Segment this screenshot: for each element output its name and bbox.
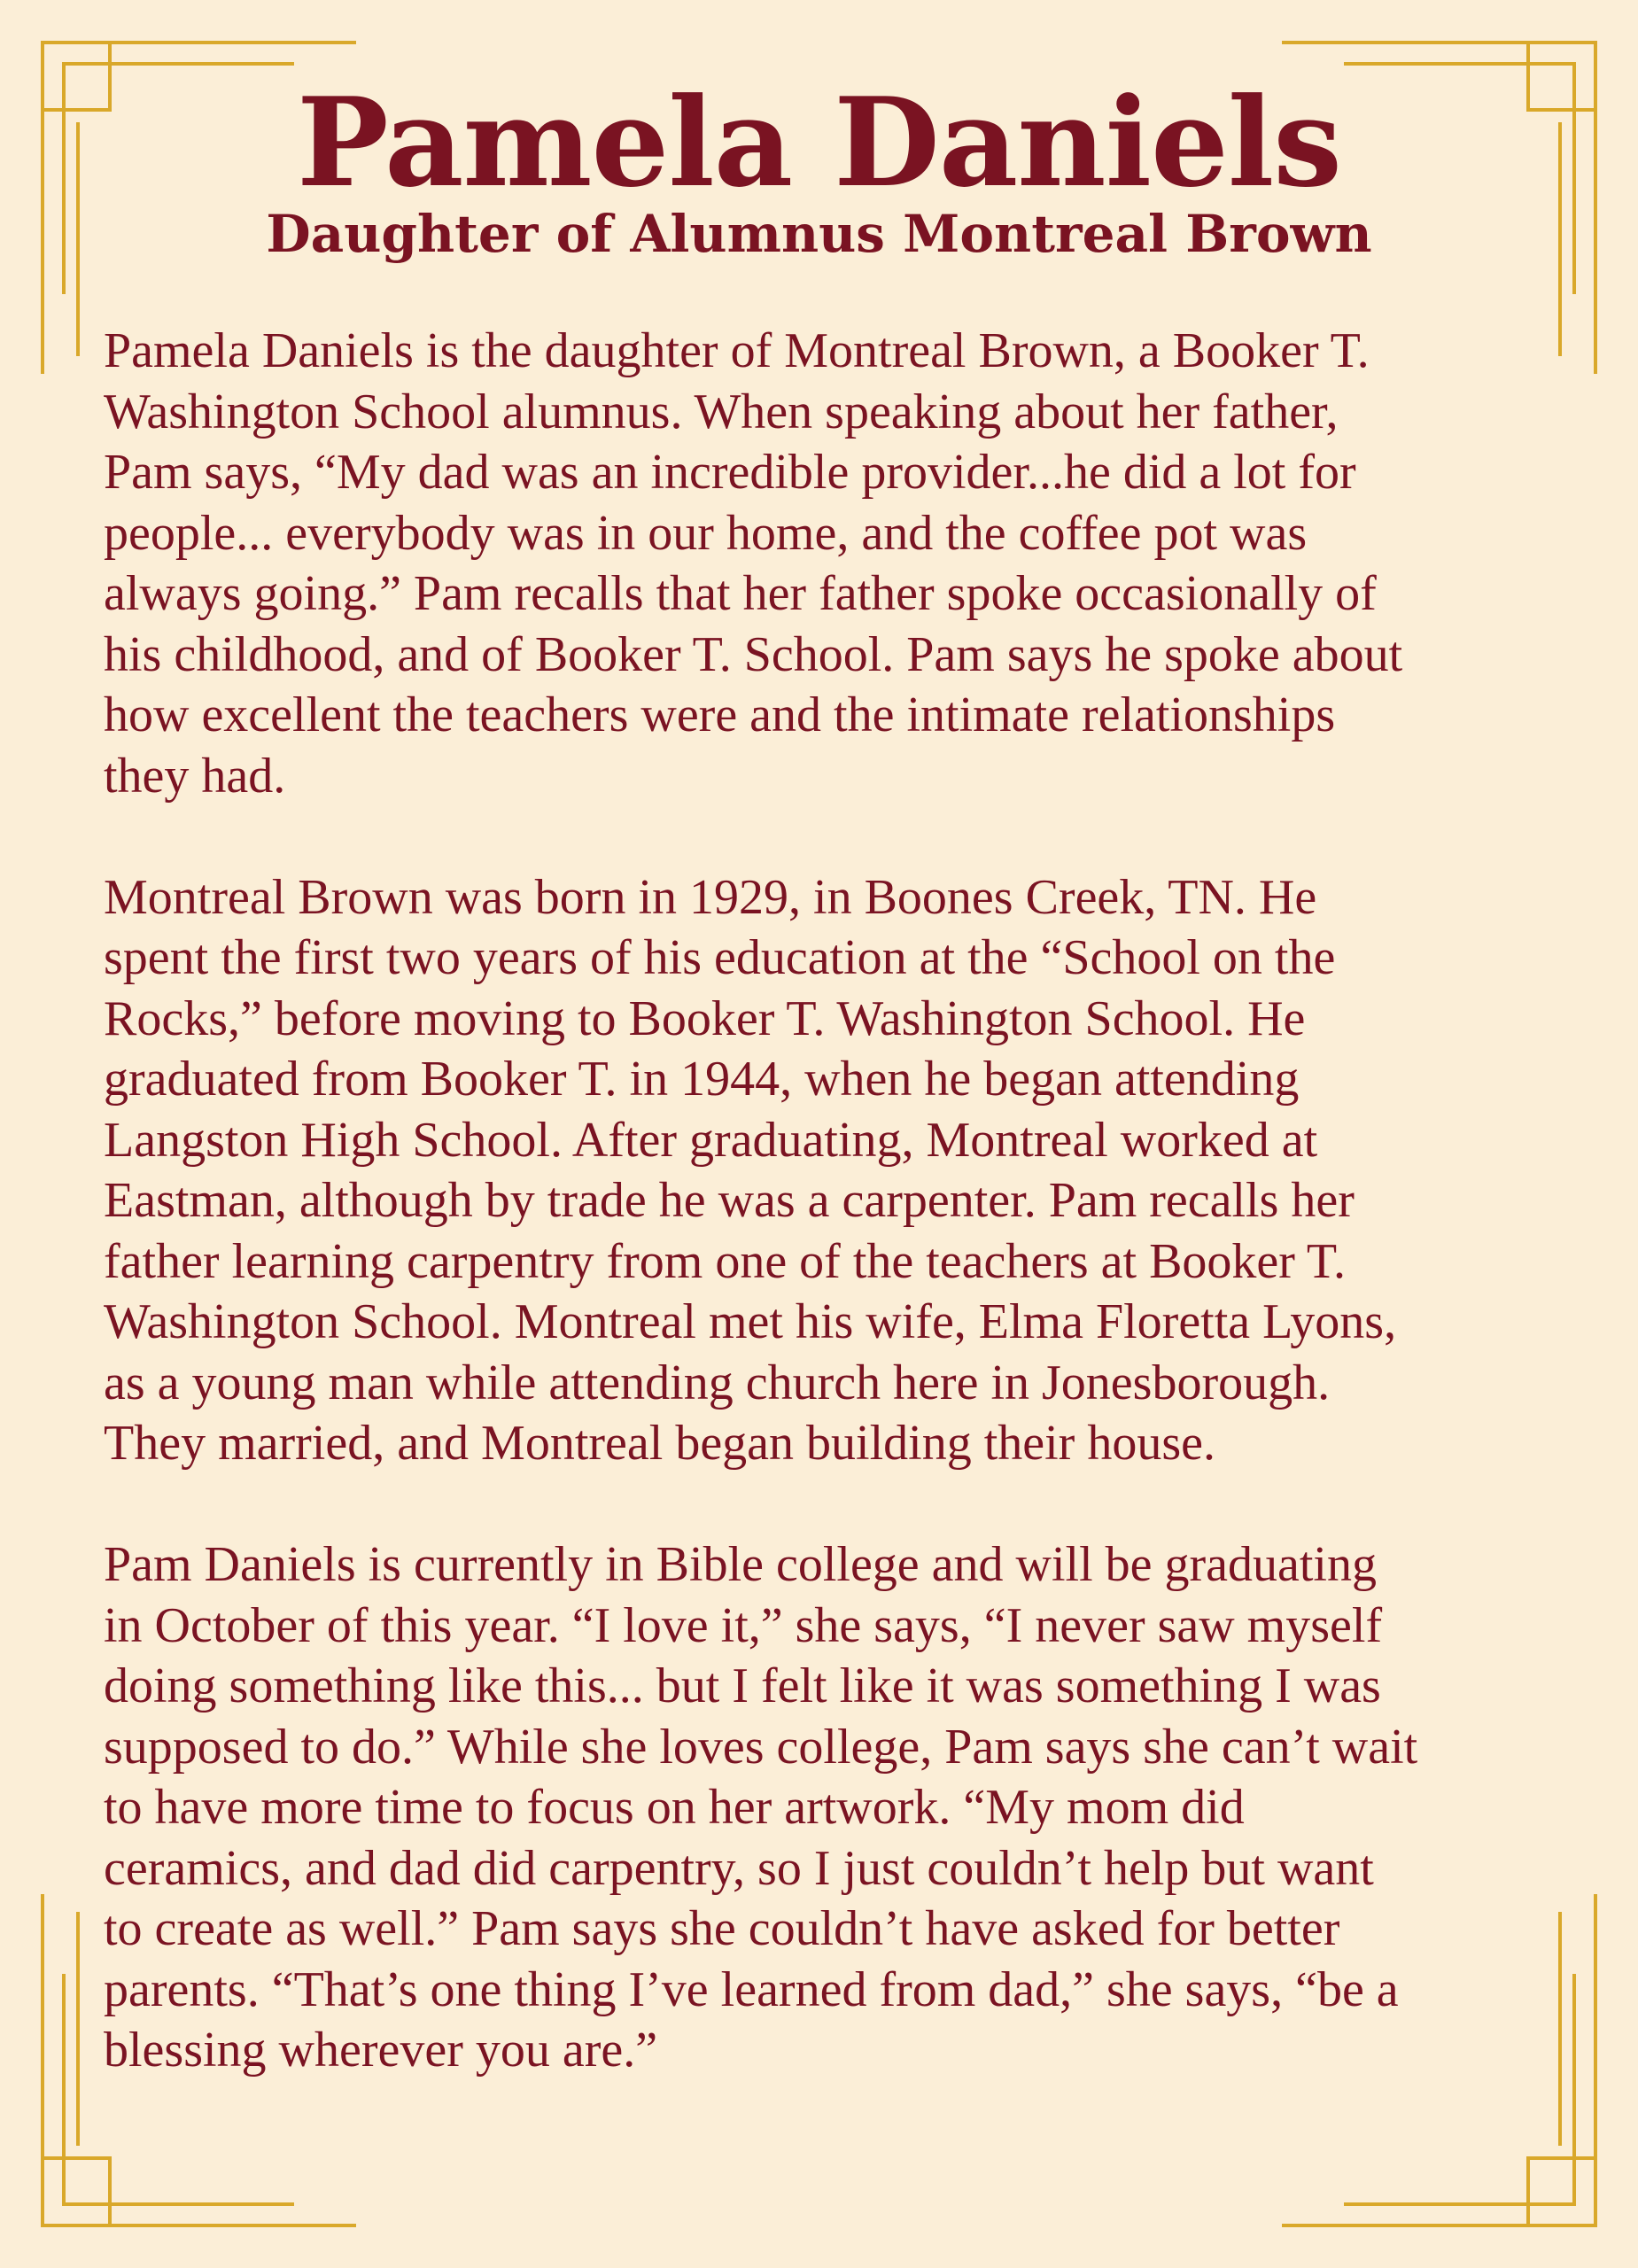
- text-line: Pam Daniels is currently in Bible college and will be graduating: [104, 1537, 1377, 1592]
- text-line: his childhood, and of Booker T. School. Pam says he spoke about: [104, 626, 1403, 682]
- page-title: Pamela Daniels: [297, 70, 1341, 214]
- text-line: Pam says, “My dad was an incredible provider...he did a lot for: [104, 445, 1356, 500]
- text-line: ceramics, and dad did carpentry, so I just couldn’t help but want: [104, 1840, 1374, 1896]
- text-line: people... everybody was in our home, and the coffee pot was: [104, 505, 1308, 561]
- text-line: spent the first two years of his education at the “School on the: [104, 930, 1336, 985]
- text-line: Washington School. Montreal met his wife, Elma Floretta Lyons,: [104, 1294, 1397, 1349]
- paragraph-3: [104, 1534, 1556, 2081]
- text-line: to create as well.” Pam says she couldn’t have asked for better: [104, 1901, 1340, 1956]
- text-line: Pamela Daniels is the daughter of Montreal Brown, a Booker T.: [104, 323, 1370, 378]
- text-line: doing something like this... but I felt like it was something I was: [104, 1658, 1381, 1713]
- text-line: Washington School alumnus. When speaking about her father,: [104, 384, 1339, 439]
- text-line: Eastman, although by trade he was a carpenter. Pam recalls her: [104, 1173, 1355, 1228]
- text-line: to have more time to focus on her artwork. “My mom did: [104, 1780, 1245, 1835]
- text-line: parents. “That’s one thing I’ve learned from dad,” she says, “be a: [104, 1961, 1399, 2017]
- text-line: father learning carpentry from one of the teachers at Booker T.: [104, 1233, 1346, 1289]
- text-line: always going.” Pam recalls that her father spoke occasionally of: [104, 566, 1377, 621]
- text-line: Montreal Brown was born in 1929, in Boones Creek, TN. He: [104, 869, 1317, 925]
- text-line: blessing wherever you are.”: [104, 2023, 658, 2078]
- text-line: supposed to do.” While she loves college, Pam says she can’t wait: [104, 1719, 1418, 1775]
- article-body: [104, 321, 1556, 2141]
- text-line: graduated from Booker T. in 1944, when he began attending: [104, 1052, 1300, 1107]
- text-line: Langston High School. After graduating, Montreal worked at: [104, 1112, 1318, 1168]
- paragraph-1: [104, 321, 1556, 806]
- text-line: in October of this year. “I love it,” she says, “I never saw myself: [104, 1597, 1383, 1653]
- text-line: as a young man while attending church here in Jonesborough.: [104, 1355, 1331, 1410]
- page-subtitle: Daughter of Alumnus Montreal Brown: [266, 204, 1372, 264]
- text-line: They married, and Montreal began building their house.: [104, 1416, 1215, 1471]
- text-line: Rocks,” before moving to Booker T. Washington School. He: [104, 990, 1306, 1046]
- paragraph-2: [104, 867, 1556, 1474]
- text-line: how excellent the teachers were and the intimate relationships: [104, 687, 1336, 742]
- text-line: they had.: [104, 748, 286, 804]
